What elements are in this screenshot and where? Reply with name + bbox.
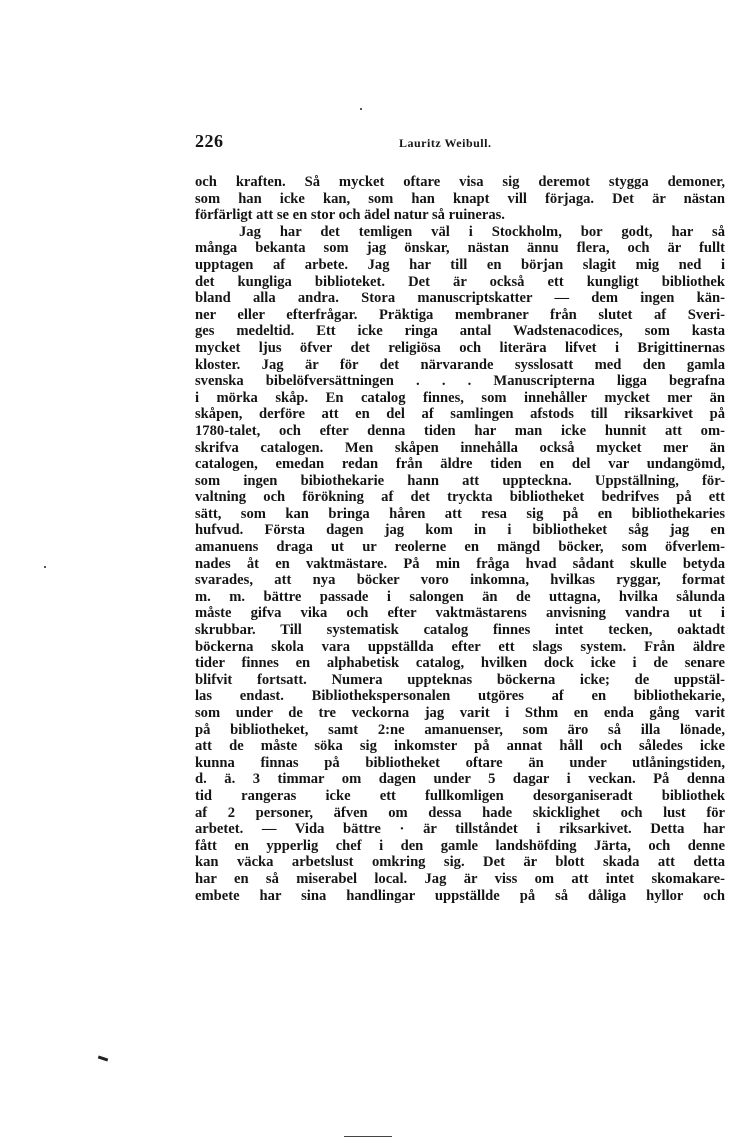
text-line: fått en ypperlig chef i den gamle landshöfding Järta, och denne xyxy=(195,837,725,854)
scan-speck xyxy=(44,566,46,568)
text-line: embete har sina handlingar uppställde på så dåliga hyllor och xyxy=(195,887,725,904)
text-line: i mörka skåp. En catalog finnes, som innehåller mycket mer än xyxy=(195,389,725,406)
text-line: kan väcka arbetslust omkring sig. Det är blott skada att detta xyxy=(195,854,725,871)
text-line: bland alla andra. Stora manuscriptskatter — dem ingen kän- xyxy=(195,290,725,307)
text-line: 1780-talet, och efter denna tiden har man icke hunnit att om- xyxy=(195,422,725,439)
text-line: som ingen bibiothekarie hann att uppteckna. Uppställning, för- xyxy=(195,472,725,489)
running-head: Lauritz Weibull. xyxy=(399,136,492,150)
scan-speck xyxy=(360,108,362,110)
text-line: förfärligt att se en stor och ädel natur så ruineras. xyxy=(195,207,505,224)
text-line: sätt, som kan bringa håren att resa sig på en bibliothekaries xyxy=(195,505,725,522)
text-line: valtning och förökning af det tryckta bibliotheket bedrifves på ett xyxy=(195,489,725,506)
text-line: tider finnes en alphabetisk catalog, hvilken dock icke i de senare xyxy=(195,655,725,672)
text-line: svarades, att nya böcker voro inkomna, hvilkas ryggar, format xyxy=(195,572,725,589)
text-line: kunna finnas på bibliotheket oftare än under utlåningstiden, xyxy=(195,754,725,771)
text-line: många bekanta som jag önskar, nästan ännu flera, och är fullt xyxy=(195,240,725,257)
text-line: måste gifva vika och efter vaktmästarens anvisning vandra ut i xyxy=(195,605,725,622)
text-line: det kungliga biblioteket. Det är också ett kungligt bibliothek xyxy=(195,273,725,290)
page-header xyxy=(195,131,725,155)
footer-rule xyxy=(344,1136,392,1137)
text-line: m. m. bättre passade i salongen än de uttagna, hvilka sålunda xyxy=(195,588,725,605)
text-line: d. ä. 3 timmar om dagen under 5 dagar i veckan. På denna xyxy=(195,771,725,788)
text-line: amanuens draga ut ur reolerne en mängd böcker, som öfverlem- xyxy=(195,539,725,556)
text-line: las endast. Bibliothekspersonalen utgöres af en bibliothekarie, xyxy=(195,688,725,705)
text-line: kloster. Jag är för det närvarande sysslosatt med den gamla xyxy=(195,356,725,373)
text-line: och kraften. Så mycket oftare visa sig deremot stygga demoner, xyxy=(195,174,725,190)
text-line: arbetet. — Vida bättre · är tillståndet i riksarkivet. Detta har xyxy=(195,821,725,838)
body-text xyxy=(195,174,725,904)
text-line: skåpen, derföre att en del af samlingen afstods till riksarkivet på xyxy=(195,406,725,423)
text-line: af 2 personer, äfven om dessa hade skicklighet och lust för xyxy=(195,804,725,821)
text-line: på bibliotheket, samt 2:ne amanuenser, som äro så illa lönade, xyxy=(195,721,725,738)
text-line: som han icke kan, som han knapt vill förjaga. Det är nästan xyxy=(195,190,725,207)
text-line: ges medeltid. Ett icke ringa antal Wadstenacodices, som kasta xyxy=(195,323,725,340)
text-line: har en så miserabel local. Jag är viss om att intet skomakare- xyxy=(195,870,725,887)
text-line: att de måste söka sig inkomster på annat håll och således icke xyxy=(195,738,725,755)
text-line: skrubbar. Till systematisk catalog finnes intet tecken, oaktadt xyxy=(195,622,725,639)
text-line: skrifva catalogen. Men skåpen innehålla också mycket mer än xyxy=(195,439,725,456)
scan-speck xyxy=(98,1056,108,1062)
text-line: hufvud. Första dagen jag kom in i bibliotheket såg jag en xyxy=(195,522,725,539)
text-line: som under de tre veckorna jag varit i Sthm en enda gång varit xyxy=(195,705,725,721)
text-line: ner eller efterfrågar. Präktiga membraner från slutet af Sveri- xyxy=(195,306,725,323)
page-number: 226 xyxy=(195,131,224,151)
text-line: Jag har det temligen väl i Stockholm, bor godt, har så xyxy=(239,223,725,240)
text-line: nades åt en vaktmästare. På min fråga hvad sådant skulle betyda xyxy=(195,555,725,572)
text-line: catalogen, emedan redan från äldre tiden en del var undangömd, xyxy=(195,456,725,473)
text-line: böckerna skola vara uppställda efter ett slags system. Från äldre xyxy=(195,638,725,655)
text-line: blifvit fortsatt. Numera uppteknas böckerna icke; de uppstäl- xyxy=(195,671,725,688)
text-line: svenska bibelöfversättningen . . . Manuscripterna ligga begrafna xyxy=(195,373,725,390)
text-line: upptagen af arbete. Jag har till en början slagit mig ned i xyxy=(195,256,725,273)
text-line: tid rangeras icke ett fullkomligen desorganiseradt bibliothek xyxy=(195,787,725,804)
text-line: mycket ljus öfver det religiösa och literära lifvet i Brigittinernas xyxy=(195,339,725,356)
